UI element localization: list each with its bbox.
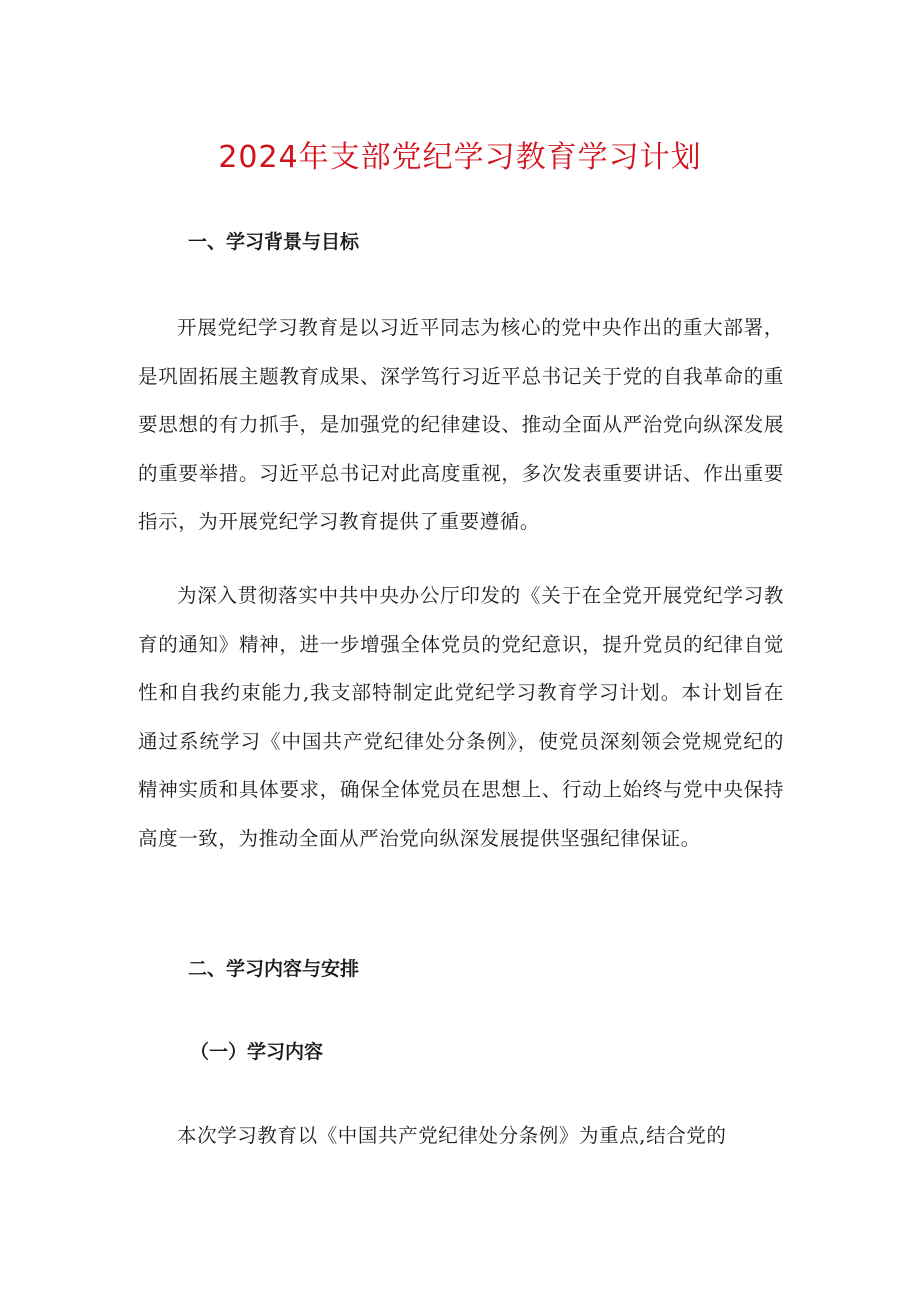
paragraph-content: 本次学习教育以《中国共产党纪律处分条例》为重点,结合党的 <box>177 1124 727 1147</box>
section-heading-content: 二、学习内容与安排 <box>188 958 360 980</box>
paragraph-goals: 为深入贯彻落实中共中央办公厅印发的《关于在全党开展党纪学习教育的通知》精神，进一步增强全体党员的党纪意识，提升党员的纪律自觉性和自我约束能力,我支部特制定此党纪学习教育学习计划。本计划旨在通过系统学习《中国共产党纪律处分条例》，使党员深刻领会党规党纪的精神实质和具体要求，确保全体党员在思想上、行动上始终与党中央保持高度一致，为推动全面从严治党向纵深发展提供坚强纪律保证。 <box>138 584 784 850</box>
subsection-heading-content: （一）学习内容 <box>190 1041 324 1063</box>
section-heading-background: 一、学习背景与目标 <box>188 231 360 253</box>
paragraph-background: 开展党纪学习教育是以习近平同志为核心的党中央作出的重大部署，是巩固拓展主题教育成果、深学笃行习近平总书记关于党的自我革命的重要思想的有力抓手，是加强党的纪律建设、推动全面从严治党向纵深发展的重要举措。习近平总书记对此高度重视，多次发表重要讲话、作出重要指示，为开展党纪学习教育提供了重要遵循。 <box>138 316 784 534</box>
document-title: 2024年支部党纪学习教育学习计划 <box>218 140 702 175</box>
